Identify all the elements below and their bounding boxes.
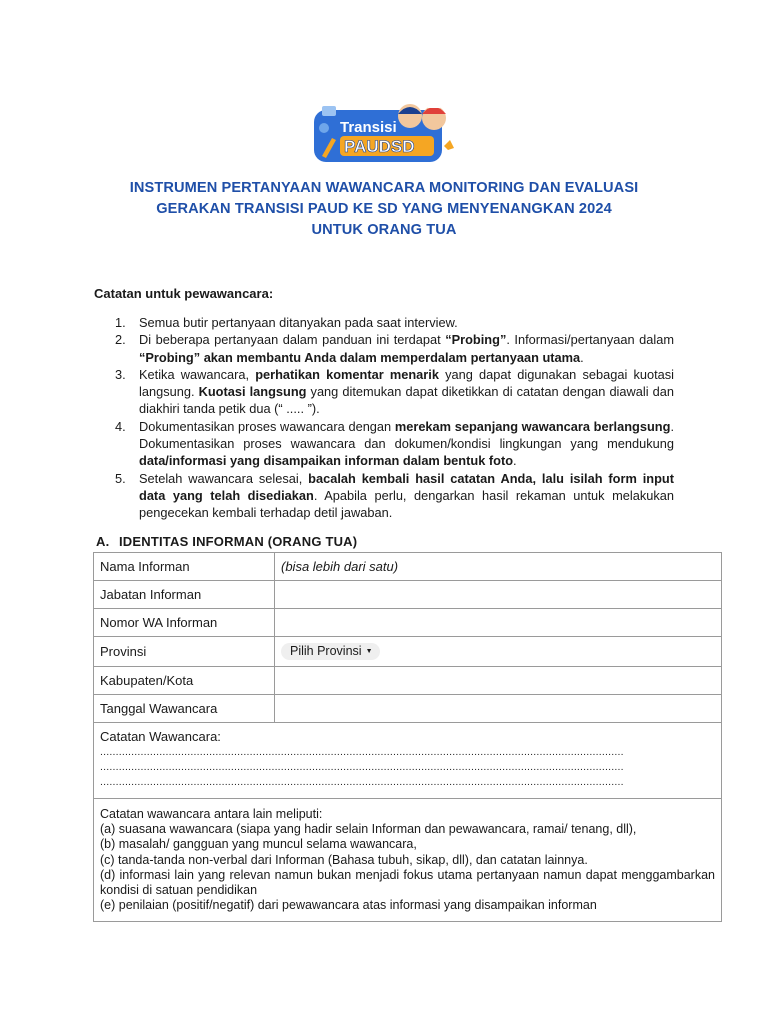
section-a-title: IDENTITAS INFORMAN (ORANG TUA) <box>119 534 358 549</box>
note-text: yang ditemukan dapat diketikkan di catatan dengan diawali dan diakhiri tanda petik dua (“ ..... ”). <box>139 384 674 417</box>
table-row <box>94 695 722 723</box>
dotted-line: ........................................................................................................................................................................ <box>100 776 624 788</box>
note-text-bold: data/informasi yang disampaikan informan dalam bentuk foto <box>139 453 514 469</box>
note-item-1 <box>94 314 674 331</box>
note-number: 3. <box>115 366 126 382</box>
jabatan-informan-field[interactable] <box>275 581 722 609</box>
tanggal-wawancara-label: Tanggal Wawancara <box>94 695 275 723</box>
nama-informan-hint: (bisa lebih dari satu) <box>281 559 399 574</box>
note-item-3 <box>94 366 674 418</box>
identity-table <box>93 552 722 922</box>
table-row <box>94 553 722 581</box>
table-row <box>94 609 722 637</box>
note-text-bold: merekam sepanjang wawancara berlangsung <box>394 418 671 434</box>
note-number: 2. <box>115 332 126 348</box>
table-row <box>94 637 722 667</box>
note-number: 5. <box>115 470 126 486</box>
note-text-bold: perhatikan komentar menarik <box>255 366 439 382</box>
note-text: . Dokumentasikan proses wawancara dan dokumen/kondisi lingkungan yang mendukung <box>139 418 674 452</box>
guide-item-c: (c) tanda-tanda non-verbal dari Informan (Bahasa tubuh, sikap, dll), dan catatan lainnya. <box>100 852 588 867</box>
guide-item-d: (d) informasi lain yang relevan namun bukan menjadi fokus utama pertanyaan namun dapat menggambarkan kondisi di satuan pendidikan <box>100 867 715 898</box>
kabupaten-kota-label: Kabupaten/Kota <box>94 667 275 695</box>
note-text-bold: Kuotasi langsung <box>198 384 307 400</box>
table-row <box>94 667 722 695</box>
nama-informan-label: Nama Informan <box>94 553 275 581</box>
note-item-2 <box>94 331 674 366</box>
note-text-bold: bacalah kembali hasil catatan Anda, lalu isilah form input data yang telah disediakan <box>139 470 675 503</box>
notes-list <box>94 314 674 522</box>
note-text: Setelah wawancara selesai, <box>139 470 309 486</box>
guide-item-a: (a) suasana wawancara (siapa yang hadir selain Informan dan pewawancara, ramai/ tenang, dll), <box>100 822 637 837</box>
title-line-1: INSTRUMEN PERTANYAAN WAWANCARA MONITORING DAN EVALUASI <box>129 180 639 196</box>
note-text-bold: “Probing” akan membantu Anda dalam memperdalam pertanyaan utama <box>139 349 581 365</box>
note-number: 1. <box>115 315 126 330</box>
provinsi-dropdown[interactable] <box>281 643 380 660</box>
note-number: 4. <box>115 418 126 434</box>
nomor-wa-label: Nomor WA Informan <box>94 609 275 637</box>
document-title <box>60 178 708 241</box>
title-line-2: GERAKAN TRANSISI PAUD KE SD YANG MENYENANGKAN 2024 <box>156 201 612 217</box>
note-text: . <box>513 453 517 469</box>
note-text: Di beberapa pertanyaan dalam panduan ini terdapat <box>139 332 446 348</box>
notes-heading: Catatan untuk pewawancara: <box>94 286 274 301</box>
title-line-3: UNTUK ORANG TUA <box>311 222 457 238</box>
guide-item-b: (b) masalah/ gangguan yang muncul selama wawancara, <box>100 837 417 852</box>
provinsi-label: Provinsi <box>94 637 275 667</box>
logo-line1: Transisi <box>340 119 397 136</box>
guide-intro: Catatan wawancara antara lain meliputi: <box>100 807 323 821</box>
dotted-line: ........................................................................................................................................................................ <box>100 761 624 773</box>
note-text: . Apabila perlu, dengarkan hasil rekaman untuk melakukan pengecekan kembali terhadap detil jawaban. <box>139 487 674 521</box>
note-text-bold: “Probing” <box>445 332 507 348</box>
note-text: Dokumentasikan proses wawancara dengan <box>139 418 395 434</box>
table-row <box>94 799 722 922</box>
note-text: . Informasi/pertanyaan dalam <box>506 332 674 348</box>
note-item-4 <box>94 418 674 470</box>
note-text: Ketika wawancara, <box>139 366 256 382</box>
tanggal-wawancara-field[interactable] <box>275 695 722 723</box>
nomor-wa-field[interactable] <box>275 609 722 637</box>
catatan-wawancara-field[interactable] <box>94 723 722 799</box>
note-text: Semua butir pertanyaan ditanyakan pada saat interview. <box>139 315 458 330</box>
provinsi-field <box>275 637 722 667</box>
note-text: . <box>580 349 584 365</box>
guide-item-e: (e) penilaian (positif/negatif) dari pewawancara atas informasi yang disampaikan informan <box>100 898 597 913</box>
section-a-heading <box>96 534 357 549</box>
catatan-guide <box>94 799 722 922</box>
jabatan-informan-label: Jabatan Informan <box>94 581 275 609</box>
table-row <box>94 723 722 799</box>
section-a-letter: A. <box>96 534 110 549</box>
kabupaten-kota-field[interactable] <box>275 667 722 695</box>
note-text: yang dapat digunakan sebagai kuotasi langsung. <box>139 366 675 400</box>
provinsi-dropdown-label: Pilih Provinsi <box>290 643 362 658</box>
table-row <box>94 581 722 609</box>
dotted-line: ........................................................................................................................................................................ <box>100 746 624 758</box>
chevron-down-icon: ▼ <box>365 648 373 656</box>
note-item-5 <box>94 470 674 522</box>
nama-informan-field[interactable] <box>275 553 722 581</box>
transisi-paudsd-logo <box>310 98 460 168</box>
catatan-wawancara-label: Catatan Wawancara: <box>100 729 221 744</box>
logo-line2: PAUDSD <box>344 137 415 156</box>
